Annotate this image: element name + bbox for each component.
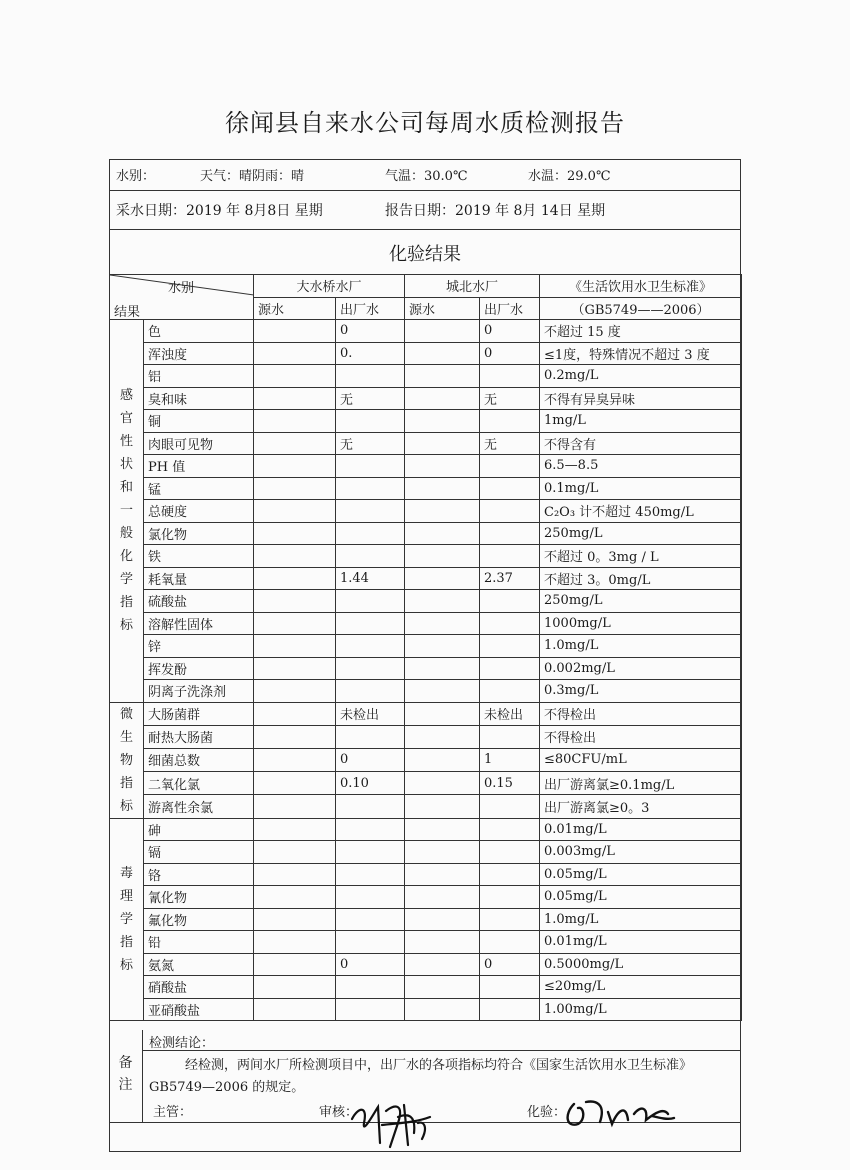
group-label-char: 指	[119, 595, 133, 611]
plant2-raw-value	[405, 342, 480, 365]
divider	[109, 229, 741, 230]
plant1-out-value	[336, 500, 405, 523]
item-name: 硫酸盐	[144, 590, 254, 613]
table-row	[110, 953, 742, 976]
item-name: 锌	[144, 635, 254, 658]
item-name: 游离性余氯	[144, 795, 254, 818]
table-row	[110, 590, 742, 613]
standard-value: 不得检出	[540, 725, 742, 748]
item-name: 耗氧量	[144, 567, 254, 590]
plant1-out-value: 0	[336, 320, 405, 343]
divider	[109, 190, 741, 191]
plant2-raw-value	[405, 953, 480, 976]
plant2-raw-value	[405, 455, 480, 478]
plant1-raw-value	[254, 365, 336, 388]
standard-value: 6.5—8.5	[540, 455, 742, 478]
plant2-raw-value	[405, 818, 480, 841]
plant2-out-value	[480, 818, 540, 841]
water-type-label: 水别：	[116, 169, 156, 184]
plant1-out-value: 0	[336, 953, 405, 976]
group-label-char: 和	[119, 480, 133, 496]
plant1-out-value	[336, 931, 405, 954]
group-label-char: 学	[119, 572, 133, 588]
plant2-raw-value	[405, 886, 480, 909]
plant2-out-value: 1	[480, 748, 540, 771]
group-label-char: 标	[119, 957, 133, 973]
item-name: 总硬度	[144, 500, 254, 523]
item-name: 铜	[144, 410, 254, 433]
plant1-out-value	[336, 908, 405, 931]
item-name: 浑浊度	[144, 342, 254, 365]
plant2-out-value: 无	[480, 432, 540, 455]
plant2-raw-value	[405, 500, 480, 523]
plant1-raw-value	[254, 863, 336, 886]
plant1-raw-value	[254, 635, 336, 658]
table-row	[110, 635, 742, 658]
plant1-raw-value	[254, 342, 336, 365]
header-result: 结果	[114, 305, 141, 320]
tester-label: 化验：	[527, 1105, 567, 1120]
group-label-char: 般	[119, 526, 133, 542]
plant1-out-value	[336, 635, 405, 658]
weather-label: 天气：晴阴雨：晴	[200, 169, 305, 184]
item-name: 铝	[144, 365, 254, 388]
plant2-out-value: 无	[480, 387, 540, 410]
table-row	[110, 320, 742, 343]
plant1-raw-value	[254, 680, 336, 703]
plant2-out-value	[480, 500, 540, 523]
item-name: 硝酸盐	[144, 976, 254, 999]
plant1-raw-value	[254, 772, 336, 795]
plant2-raw-value	[405, 863, 480, 886]
table-row	[110, 567, 742, 590]
plant1-out-value: 0	[336, 748, 405, 771]
item-name: 砷	[144, 818, 254, 841]
plant1-out-value	[336, 590, 405, 613]
standard-value: 0.01mg/L	[540, 931, 742, 954]
item-name: 镉	[144, 841, 254, 864]
item-name: 氰化物	[144, 886, 254, 909]
plant1-out-value	[336, 365, 405, 388]
plant1-out-value	[336, 841, 405, 864]
standard-value: 1.0mg/L	[540, 908, 742, 931]
item-name: 溶解性固体	[144, 612, 254, 635]
plant2-raw-value	[405, 725, 480, 748]
plant1-raw-value	[254, 841, 336, 864]
item-name: 铬	[144, 863, 254, 886]
plant2-raw-value	[405, 410, 480, 433]
plant2-out-value: 未检出	[480, 702, 540, 725]
plant2-raw-value	[405, 567, 480, 590]
plant1-raw-value	[254, 886, 336, 909]
plant1-out-value	[336, 863, 405, 886]
plant2-raw-value	[405, 657, 480, 680]
plant2-raw-value	[405, 702, 480, 725]
standard-value: 0.1mg/L	[540, 477, 742, 500]
table-row	[110, 931, 742, 954]
plant2-raw-value	[405, 522, 480, 545]
standard-value: 1.00mg/L	[540, 998, 742, 1021]
plant1-out-value	[336, 477, 405, 500]
table-row	[110, 500, 742, 523]
plant1-raw-value	[254, 998, 336, 1021]
standard-value: 不得有异臭异味	[540, 387, 742, 410]
table-row	[110, 545, 742, 568]
plant2-out-value	[480, 998, 540, 1021]
plant1-raw-value	[254, 477, 336, 500]
plant2-out-value	[480, 612, 540, 635]
group-label-char: 一	[119, 503, 133, 519]
plant2-raw-value	[405, 590, 480, 613]
plant2-raw-value	[405, 908, 480, 931]
standard-value: 0.01mg/L	[540, 818, 742, 841]
plant1-raw-value	[254, 410, 336, 433]
table-row	[110, 342, 742, 365]
report-title: 徐闻县自来水公司每周水质检测报告	[225, 109, 625, 137]
standard-value: 250mg/L	[540, 522, 742, 545]
plant1-out-value: 0.10	[336, 772, 405, 795]
header-water-type: 水别	[168, 281, 195, 296]
item-name: 锰	[144, 477, 254, 500]
table-row	[110, 477, 742, 500]
standard-value: 不得含有	[540, 432, 742, 455]
group-label-char: 毒	[119, 865, 133, 881]
plant1-out-value: 未检出	[336, 702, 405, 725]
plant1-out-value: 1.44	[336, 567, 405, 590]
header-plant2-out: 出厂水	[480, 297, 540, 320]
group-label-char: 理	[119, 888, 133, 904]
plant2-out-value	[480, 635, 540, 658]
group-label-char: 化	[119, 549, 133, 565]
item-name: 亚硝酸盐	[144, 998, 254, 1021]
plant2-out-value: 0.15	[480, 772, 540, 795]
header-standard: 《生活饮用水卫生标准》	[540, 275, 742, 298]
header-plant1-out: 出厂水	[336, 297, 405, 320]
table-row	[110, 748, 742, 771]
table-row	[110, 908, 742, 931]
table-row	[110, 818, 742, 841]
plant1-out-value	[336, 976, 405, 999]
plant2-raw-value	[405, 772, 480, 795]
standard-value: 1.0mg/L	[540, 635, 742, 658]
plant1-out-value	[336, 998, 405, 1021]
plant1-out-value	[336, 725, 405, 748]
plant1-raw-value	[254, 320, 336, 343]
group-label	[110, 818, 144, 1021]
plant1-raw-value	[254, 702, 336, 725]
standard-value: ≤1度，特殊情况不超过 3 度	[540, 342, 742, 365]
group-label-char: 官	[119, 411, 133, 427]
plant2-out-value	[480, 477, 540, 500]
table-row	[110, 998, 742, 1021]
supervisor-label: 主管：	[153, 1105, 193, 1120]
plant1-raw-value	[254, 725, 336, 748]
plant2-raw-value	[405, 477, 480, 500]
standard-value: 1000mg/L	[540, 612, 742, 635]
plant2-raw-value	[405, 432, 480, 455]
plant1-out-value	[336, 522, 405, 545]
standard-value: 0.05mg/L	[540, 886, 742, 909]
plant2-out-value	[480, 545, 540, 568]
header-corner-cell	[110, 275, 254, 320]
plant2-out-value	[480, 886, 540, 909]
header-plant2: 城北水厂	[405, 275, 540, 298]
item-name: 铁	[144, 545, 254, 568]
standard-value: ≤20mg/L	[540, 976, 742, 999]
item-name: 阴离子洗涤剂	[144, 680, 254, 703]
table-row	[110, 795, 742, 818]
plant1-raw-value	[254, 500, 336, 523]
plant2-out-value	[480, 590, 540, 613]
standard-value: 出厂游离氯≥0。3	[540, 795, 742, 818]
table-row	[110, 522, 742, 545]
plant1-out-value	[336, 818, 405, 841]
plant1-out-value	[336, 795, 405, 818]
plant2-out-value	[480, 795, 540, 818]
plant1-raw-value	[254, 455, 336, 478]
group-label-char: 标	[119, 798, 133, 814]
water-temp-label: 水温：29.0℃	[528, 169, 611, 184]
plant2-out-value	[480, 863, 540, 886]
plant1-raw-value	[254, 953, 336, 976]
table-row	[110, 410, 742, 433]
item-name: PH 值	[144, 455, 254, 478]
plant2-out-value	[480, 976, 540, 999]
plant2-raw-value	[405, 387, 480, 410]
plant2-raw-value	[405, 748, 480, 771]
standard-value: 不超过 15 度	[540, 320, 742, 343]
standard-value: 不得检出	[540, 702, 742, 725]
air-temp-label: 气温：30.0℃	[385, 169, 468, 184]
plant1-out-value	[336, 886, 405, 909]
notes-label	[109, 1030, 143, 1122]
plant2-raw-value	[405, 680, 480, 703]
table-row	[110, 976, 742, 999]
item-name: 色	[144, 320, 254, 343]
group-label	[110, 320, 144, 703]
header-standard-code: （GB5749——2006）	[540, 297, 742, 320]
table-row	[110, 455, 742, 478]
plant2-out-value	[480, 410, 540, 433]
standard-value: 0.003mg/L	[540, 841, 742, 864]
group-label-char: 性	[119, 434, 133, 450]
tester-signature	[556, 1094, 681, 1134]
item-name: 挥发酚	[144, 657, 254, 680]
plant2-out-value	[480, 657, 540, 680]
conclusion-text: 经检测，两间水厂所检测项目中，出厂水的各项指标均符合《国家生活饮用水卫生标准》	[185, 1058, 693, 1073]
plant2-raw-value	[405, 365, 480, 388]
header-plant1-raw: 源水	[254, 297, 336, 320]
notes-label-char: 备	[118, 1055, 133, 1071]
item-name: 臭和味	[144, 387, 254, 410]
plant2-raw-value	[405, 635, 480, 658]
report-date-label: 报告日期：2019 年 8月 14日 星期	[385, 203, 606, 219]
table-row	[110, 612, 742, 635]
plant1-out-value	[336, 657, 405, 680]
sample-date-label: 采水日期：2019 年 8月8日 星期	[116, 203, 323, 219]
standard-value: 1mg/L	[540, 410, 742, 433]
plant1-out-value	[336, 612, 405, 635]
conclusion-text-cont: GB5749—2006 的规定。	[149, 1080, 305, 1095]
group-label-char: 生	[119, 729, 133, 745]
standard-value: 0.05mg/L	[540, 863, 742, 886]
reviewer-signature	[338, 1093, 433, 1151]
plant1-raw-value	[254, 522, 336, 545]
standard-value: 0.5000mg/L	[540, 953, 742, 976]
section-title: 化验结果	[389, 244, 461, 265]
standard-value: 不超过 3。0mg/L	[540, 567, 742, 590]
plant2-raw-value	[405, 320, 480, 343]
table-row	[110, 863, 742, 886]
table-row	[110, 432, 742, 455]
table-row	[110, 725, 742, 748]
plant2-raw-value	[405, 931, 480, 954]
plant2-out-value	[480, 522, 540, 545]
item-name: 氨氮	[144, 953, 254, 976]
plant2-raw-value	[405, 545, 480, 568]
plant2-raw-value	[405, 998, 480, 1021]
standard-value: 0.3mg/L	[540, 680, 742, 703]
item-name: 肉眼可见物	[144, 432, 254, 455]
plant1-raw-value	[254, 908, 336, 931]
plant1-out-value	[336, 545, 405, 568]
item-name: 氟化物	[144, 908, 254, 931]
plant2-out-value	[480, 841, 540, 864]
item-name: 细菌总数	[144, 748, 254, 771]
item-name: 二氧化氯	[144, 772, 254, 795]
reviewer-label: 审核：	[319, 1105, 359, 1120]
group-label-char: 标	[119, 618, 133, 634]
plant1-raw-value	[254, 931, 336, 954]
header-plant1: 大水桥水厂	[254, 275, 405, 298]
plant2-out-value	[480, 908, 540, 931]
plant1-raw-value	[254, 612, 336, 635]
table-row	[110, 680, 742, 703]
plant2-out-value	[480, 725, 540, 748]
standard-value: ≤80CFU/mL	[540, 748, 742, 771]
plant1-raw-value	[254, 795, 336, 818]
plant1-out-value: 0.	[336, 342, 405, 365]
group-label-char: 物	[119, 752, 133, 768]
plant2-raw-value	[405, 612, 480, 635]
standard-value: 250mg/L	[540, 590, 742, 613]
plant1-raw-value	[254, 818, 336, 841]
item-name: 耐热大肠菌	[144, 725, 254, 748]
table-row	[110, 772, 742, 795]
plant1-out-value	[336, 455, 405, 478]
table-row	[110, 702, 742, 725]
standard-value: 出厂游离氯≥0.1mg/L	[540, 772, 742, 795]
group-label	[110, 702, 144, 818]
plant1-raw-value	[254, 432, 336, 455]
table-row	[110, 365, 742, 388]
group-label-char: 微	[119, 706, 133, 722]
plant1-raw-value	[254, 387, 336, 410]
plant2-out-value	[480, 365, 540, 388]
notes-label-char: 注	[118, 1077, 133, 1093]
plant1-raw-value	[254, 590, 336, 613]
header-plant2-raw: 源水	[405, 297, 480, 320]
plant1-out-value	[336, 680, 405, 703]
plant1-out-value: 无	[336, 387, 405, 410]
standard-value: 0.2mg/L	[540, 365, 742, 388]
plant2-out-value: 2.37	[480, 567, 540, 590]
divider	[143, 1050, 741, 1051]
plant1-raw-value	[254, 567, 336, 590]
plant2-out-value	[480, 931, 540, 954]
plant2-raw-value	[405, 976, 480, 999]
table-row	[110, 886, 742, 909]
group-label-char: 指	[119, 775, 133, 791]
conclusion-label: 检测结论：	[149, 1036, 215, 1051]
table-row	[110, 841, 742, 864]
plant1-out-value: 无	[336, 432, 405, 455]
plant1-raw-value	[254, 748, 336, 771]
item-name: 大肠菌群	[144, 702, 254, 725]
plant2-out-value: 0	[480, 342, 540, 365]
table-body	[110, 320, 742, 1021]
group-label-char: 状	[119, 457, 133, 473]
plant2-out-value: 0	[480, 320, 540, 343]
standard-value: 不超过 0。3mg / L	[540, 545, 742, 568]
item-name: 氯化物	[144, 522, 254, 545]
plant2-out-value	[480, 680, 540, 703]
plant2-out-value: 0	[480, 953, 540, 976]
standard-value: 0.002mg/L	[540, 657, 742, 680]
standard-value: C₂O₃ 计不超过 450mg/L	[540, 500, 742, 523]
plant2-out-value	[480, 455, 540, 478]
plant1-raw-value	[254, 545, 336, 568]
results-table	[109, 274, 742, 1021]
plant1-raw-value	[254, 657, 336, 680]
plant2-raw-value	[405, 841, 480, 864]
group-label-char: 学	[119, 911, 133, 927]
plant1-raw-value	[254, 976, 336, 999]
table-row	[110, 387, 742, 410]
group-label-char: 指	[119, 934, 133, 950]
plant1-out-value	[336, 410, 405, 433]
plant2-raw-value	[405, 795, 480, 818]
table-row	[110, 657, 742, 680]
group-label-char: 感	[119, 388, 133, 404]
item-name: 铅	[144, 931, 254, 954]
